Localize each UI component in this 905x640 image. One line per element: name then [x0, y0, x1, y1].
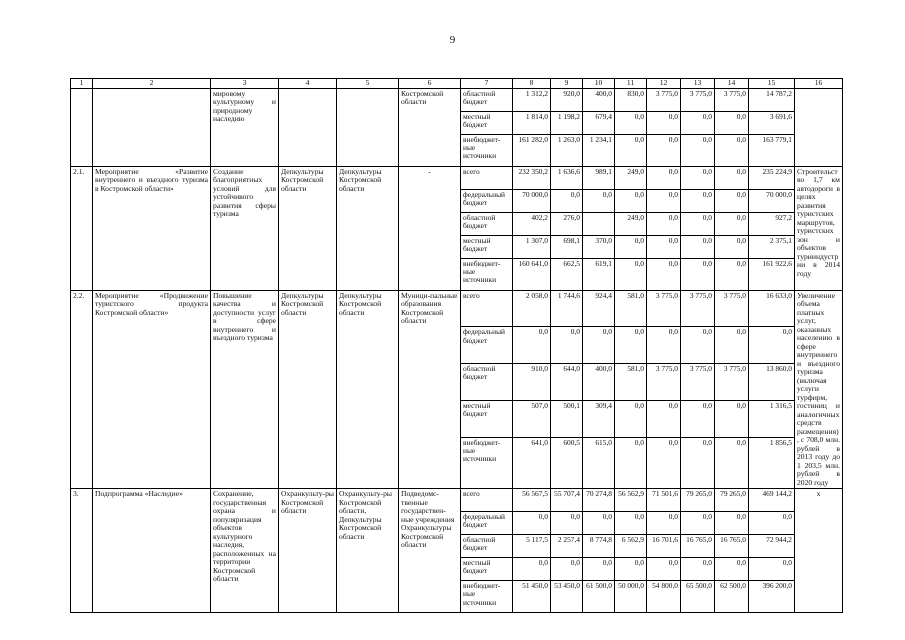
- amount-cell: 0,0: [647, 212, 681, 235]
- amount-cell: 0,0: [647, 558, 681, 581]
- funding-source: всего: [461, 489, 513, 512]
- amount-cell: 16 701,6: [647, 535, 681, 558]
- co-executor: [337, 88, 399, 166]
- amount-cell: 3 775,0: [647, 364, 681, 401]
- measure-name: Мероприятие «Развитие внутреннего и въездного туризма в Костромской области»: [93, 166, 211, 290]
- amount-cell: 2 257,4: [551, 535, 583, 558]
- amount-cell: 161 922,6: [749, 258, 795, 290]
- funding-source: областной бюджет: [461, 535, 513, 558]
- amount-cell: 615,0: [583, 437, 615, 488]
- amount-cell: 309,4: [583, 400, 615, 437]
- amount-cell: 0,0: [681, 212, 715, 235]
- amount-cell: 581,0: [615, 290, 647, 327]
- amount-cell: 13 860,0: [749, 364, 795, 401]
- amount-cell: 0,0: [647, 235, 681, 258]
- amount-cell: 924,4: [583, 290, 615, 327]
- amount-cell: 2 058,0: [513, 290, 551, 327]
- table-row: [71, 290, 843, 327]
- participant: Муници-пальные образования Костромской области: [399, 290, 461, 489]
- column-number-row: [71, 79, 843, 89]
- amount-cell: 0,0: [647, 258, 681, 290]
- amount-cell: 3 775,0: [715, 88, 749, 111]
- column-number: 16: [795, 79, 843, 89]
- amount-cell: 0,0: [681, 512, 715, 535]
- table-row: [71, 489, 843, 512]
- amount-cell: 16 765,0: [681, 535, 715, 558]
- amount-cell: 0,0: [681, 258, 715, 290]
- amount-cell: 0,0: [513, 327, 551, 364]
- column-number: 7: [461, 79, 513, 89]
- amount-cell: 160 641,0: [513, 258, 551, 290]
- amount-cell: 0,0: [715, 212, 749, 235]
- amount-cell: 0,0: [615, 258, 647, 290]
- amount-cell: 910,0: [513, 364, 551, 401]
- amount-cell: 72 944,2: [749, 535, 795, 558]
- amount-cell: 50 000,0: [615, 581, 647, 613]
- amount-cell: 0,0: [681, 327, 715, 364]
- funding-source: всего: [461, 290, 513, 327]
- amount-cell: 400,0: [583, 88, 615, 111]
- amount-cell: 16 765,0: [715, 535, 749, 558]
- amount-cell: 56 567,5: [513, 489, 551, 512]
- column-number: 9: [551, 79, 583, 89]
- amount-cell: 0,0: [551, 512, 583, 535]
- funding-source: местный бюджет: [461, 558, 513, 581]
- measure-name: Мероприятие «Продвижение туристского продукта Костромской области»: [93, 290, 211, 489]
- amount-cell: 581,0: [615, 364, 647, 401]
- amount-cell: 249,0: [615, 166, 647, 189]
- amount-cell: 0,0: [615, 558, 647, 581]
- amount-cell: 3 775,0: [681, 290, 715, 327]
- amount-cell: 644,0: [551, 364, 583, 401]
- amount-cell: 1 814,0: [513, 111, 551, 134]
- column-number: 12: [647, 79, 681, 89]
- amount-cell: 3 775,0: [647, 88, 681, 111]
- column-number: 5: [337, 79, 399, 89]
- amount-cell: 0,0: [681, 166, 715, 189]
- funding-source: внебюджет-ные источники: [461, 258, 513, 290]
- amount-cell: 500,1: [551, 400, 583, 437]
- amount-cell: 0,0: [615, 512, 647, 535]
- amount-cell: 0,0: [715, 111, 749, 134]
- amount-cell: 1 856,5: [749, 437, 795, 488]
- funding-source: федеральный бюджет: [461, 189, 513, 212]
- amount-cell: 679,4: [583, 111, 615, 134]
- amount-cell: 0,0: [615, 189, 647, 212]
- amount-cell: 0,0: [715, 512, 749, 535]
- amount-cell: 1 312,2: [513, 88, 551, 111]
- amount-cell: 0,0: [513, 558, 551, 581]
- amount-cell: 0,0: [551, 558, 583, 581]
- amount-cell: 62 500,0: [715, 581, 749, 613]
- funding-source: областной бюджет: [461, 212, 513, 235]
- column-number: 8: [513, 79, 551, 89]
- amount-cell: 1 636,6: [551, 166, 583, 189]
- amount-cell: 3 775,0: [647, 290, 681, 327]
- amount-cell: 2 375,1: [749, 235, 795, 258]
- amount-cell: 70 000,0: [749, 189, 795, 212]
- amount-cell: 0,0: [715, 558, 749, 581]
- funding-source: всего: [461, 166, 513, 189]
- amount-cell: 619,1: [583, 258, 615, 290]
- amount-cell: 6 562,9: [615, 535, 647, 558]
- amount-cell: 61 500,0: [583, 581, 615, 613]
- amount-cell: 0,0: [583, 512, 615, 535]
- row-number: 2.1.: [71, 166, 93, 290]
- funding-source: федеральный бюджет: [461, 512, 513, 535]
- amount-cell: 0,0: [681, 134, 715, 166]
- amount-cell: 0,0: [715, 189, 749, 212]
- responsible-executor: Охранкульту-ры Костромской области: [279, 489, 337, 613]
- table-row: [71, 88, 843, 111]
- amount-cell: 370,0: [583, 235, 615, 258]
- amount-cell: 1 234,1: [583, 134, 615, 166]
- amount-cell: [583, 212, 615, 235]
- row-number: [71, 88, 93, 166]
- amount-cell: 0,0: [681, 189, 715, 212]
- amount-cell: 402,2: [513, 212, 551, 235]
- amount-cell: 0,0: [615, 437, 647, 488]
- funding-source: областной бюджет: [461, 364, 513, 401]
- amount-cell: 0,0: [749, 512, 795, 535]
- expected-result: Увеличение объема платных услуг, оказанных населению в сфере внутреннего и въездного туризма (включая услуги турфирм, гостиниц и аналогичных средств размещения), с 708,0 млн. рублей в 2013 году до 1 203,5 млн. рублей в 2020 году: [795, 290, 843, 489]
- amount-cell: 0,0: [715, 400, 749, 437]
- amount-cell: 71 501,6: [647, 489, 681, 512]
- row-number: 2.2.: [71, 290, 93, 489]
- amount-cell: 396 200,0: [749, 581, 795, 613]
- amount-cell: 1 744,6: [551, 290, 583, 327]
- amount-cell: 79 265,0: [681, 489, 715, 512]
- amount-cell: 0,0: [615, 327, 647, 364]
- amount-cell: 0,0: [647, 189, 681, 212]
- amount-cell: 0,0: [647, 437, 681, 488]
- amount-cell: 5 117,5: [513, 535, 551, 558]
- amount-cell: 54 800,0: [647, 581, 681, 613]
- funding-source: областной бюджет: [461, 88, 513, 111]
- amount-cell: 0,0: [551, 189, 583, 212]
- amount-cell: 3 775,0: [681, 88, 715, 111]
- funding-source: местный бюджет: [461, 235, 513, 258]
- amount-cell: 0,0: [681, 400, 715, 437]
- column-number: 3: [211, 79, 279, 89]
- funding-source: внебюджет-ные источники: [461, 581, 513, 613]
- amount-cell: 0,0: [681, 235, 715, 258]
- amount-cell: 0,0: [647, 111, 681, 134]
- funding-source: внебюджет-ные источники: [461, 134, 513, 166]
- amount-cell: 830,0: [615, 88, 647, 111]
- column-number: 4: [279, 79, 337, 89]
- amount-cell: 0,0: [615, 134, 647, 166]
- amount-cell: 0,0: [513, 512, 551, 535]
- amount-cell: 16 633,0: [749, 290, 795, 327]
- amount-cell: 0,0: [715, 166, 749, 189]
- amount-cell: 3 691,6: [749, 111, 795, 134]
- amount-cell: 79 265,0: [715, 489, 749, 512]
- amount-cell: 0,0: [715, 258, 749, 290]
- amount-cell: 232 350,2: [513, 166, 551, 189]
- amount-cell: 8 774,8: [583, 535, 615, 558]
- participant: Костромской области: [399, 88, 461, 166]
- amount-cell: 927,2: [749, 212, 795, 235]
- column-number: 10: [583, 79, 615, 89]
- expected-result: [795, 88, 843, 166]
- measure-goal: мировому культурному и природному наследию: [211, 88, 279, 166]
- column-number: 2: [93, 79, 211, 89]
- amount-cell: 70 000,0: [513, 189, 551, 212]
- amount-cell: 469 144,2: [749, 489, 795, 512]
- amount-cell: 0,0: [647, 327, 681, 364]
- table-row: [71, 166, 843, 189]
- amount-cell: 14 787,2: [749, 88, 795, 111]
- column-number: 14: [715, 79, 749, 89]
- participant: -: [399, 166, 461, 290]
- amount-cell: 0,0: [681, 437, 715, 488]
- amount-cell: 0,0: [749, 327, 795, 364]
- column-number: 13: [681, 79, 715, 89]
- amount-cell: 400,0: [583, 364, 615, 401]
- responsible-executor: Депкультуры Костромской области: [279, 290, 337, 489]
- funding-source: местный бюджет: [461, 400, 513, 437]
- amount-cell: 1 316,5: [749, 400, 795, 437]
- amount-cell: 235 224,9: [749, 166, 795, 189]
- funding-source: федеральный бюджет: [461, 327, 513, 364]
- measure-goal: Создание благоприятных условий для устойчивого развития сферы туризма: [211, 166, 279, 290]
- amount-cell: 600,5: [551, 437, 583, 488]
- amount-cell: 276,0: [551, 212, 583, 235]
- amount-cell: 0,0: [749, 558, 795, 581]
- amount-cell: 3 775,0: [715, 290, 749, 327]
- amount-cell: 1 307,0: [513, 235, 551, 258]
- amount-cell: 0,0: [551, 327, 583, 364]
- column-number: 15: [749, 79, 795, 89]
- expected-result: Строительство 1,7 км автодороги в целях развития туристских маршрутов, туристских зон и объектов турииндустрии в 2014 году: [795, 166, 843, 290]
- amount-cell: 0,0: [615, 111, 647, 134]
- amount-cell: 0,0: [715, 235, 749, 258]
- amount-cell: 1 198,2: [551, 111, 583, 134]
- participant: Подведомс-твенные государствен-ные учреждения Охранкультуры Костромской области: [399, 489, 461, 613]
- row-number: 3.: [71, 489, 93, 613]
- amount-cell: 0,0: [583, 327, 615, 364]
- budget-table: [70, 78, 843, 613]
- amount-cell: 0,0: [647, 134, 681, 166]
- measure-name: Подпрограмма «Наследие»: [93, 489, 211, 613]
- amount-cell: 0,0: [715, 437, 749, 488]
- amount-cell: 698,1: [551, 235, 583, 258]
- amount-cell: 3 775,0: [715, 364, 749, 401]
- amount-cell: 0,0: [583, 558, 615, 581]
- amount-cell: 51 450,0: [513, 581, 551, 613]
- co-executor: Депкультуры Костромской области: [337, 166, 399, 290]
- amount-cell: 920,0: [551, 88, 583, 111]
- amount-cell: 989,1: [583, 166, 615, 189]
- co-executor: Охранкульту-ры Костромской области, Депкультуры Костромской области: [337, 489, 399, 613]
- funding-source: местный бюджет: [461, 111, 513, 134]
- measure-goal: Сохранение, государственная охрана и популяризация объектов культурного наследия, расположенных на территории Костромской области: [211, 489, 279, 613]
- amount-cell: 0,0: [647, 512, 681, 535]
- amount-cell: 0,0: [715, 134, 749, 166]
- amount-cell: 65 500,0: [681, 581, 715, 613]
- amount-cell: 161 282,0: [513, 134, 551, 166]
- amount-cell: 662,5: [551, 258, 583, 290]
- amount-cell: 3 775,0: [681, 364, 715, 401]
- funding-source: внебюджет-ные источники: [461, 437, 513, 488]
- co-executor: Депкультуры Костромской области: [337, 290, 399, 489]
- amount-cell: 70 274,8: [583, 489, 615, 512]
- column-number: 6: [399, 79, 461, 89]
- responsible-executor: Депкультуры Костромской области: [279, 166, 337, 290]
- amount-cell: 0,0: [615, 235, 647, 258]
- measure-name: [93, 88, 211, 166]
- amount-cell: 0,0: [615, 400, 647, 437]
- column-number: 1: [71, 79, 93, 89]
- amount-cell: 0,0: [647, 166, 681, 189]
- column-number: 11: [615, 79, 647, 89]
- amount-cell: 249,0: [615, 212, 647, 235]
- page-number: 9: [449, 34, 456, 46]
- amount-cell: 53 450,0: [551, 581, 583, 613]
- amount-cell: 0,0: [681, 558, 715, 581]
- amount-cell: 55 707,4: [551, 489, 583, 512]
- amount-cell: 56 562,9: [615, 489, 647, 512]
- amount-cell: 0,0: [647, 400, 681, 437]
- amount-cell: 0,0: [715, 327, 749, 364]
- amount-cell: 1 263,0: [551, 134, 583, 166]
- amount-cell: 507,0: [513, 400, 551, 437]
- responsible-executor: [279, 88, 337, 166]
- measure-goal: Повышение качества и доступности услуг в сфере внутреннего и въездного туризма: [211, 290, 279, 489]
- amount-cell: 0,0: [583, 189, 615, 212]
- expected-result: х: [795, 489, 843, 613]
- amount-cell: 0,0: [681, 111, 715, 134]
- amount-cell: 641,0: [513, 437, 551, 488]
- amount-cell: 163 779,1: [749, 134, 795, 166]
